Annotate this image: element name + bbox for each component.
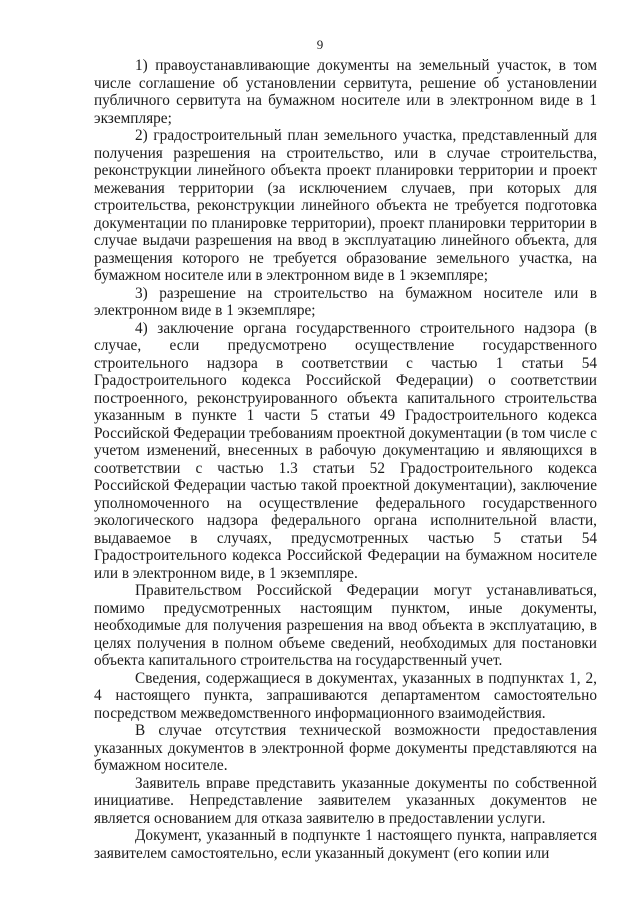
paragraph-interagency-request: Сведения, содержащиеся в документах, указанных в подпунктах 1, 2, 4 настоящего пункта, запрашиваются департаментом самостоятельно посредством межведомственного информационного взаимодействия.	[94, 669, 597, 722]
paragraph-item-2: 2) градостроительный план земельного участка, представленный для получения разрешения на строительство, или в случае строительства, реконструкции линейного объекта проект планировки территории и проект межевания территории (за исключением случаев, при которых для строительства, реконструкции линейного объекта не требуется подготовка документации по планировке территории), проект планировки территории в случае выдачи разрешения на ввод в эксплуатацию линейного объекта, для размещения которого не требуется образование земельного участка, на бумажном носителе или в электронном виде в 1 экземпляре;	[94, 127, 597, 284]
paragraph-self-submission: Документ, указанный в подпункте 1 настоящего пункта, направляется заявителем самостоятельно, если указанный документ (его копии или	[94, 827, 597, 862]
paragraph-applicant-initiative: Заявитель вправе представить указанные документы по собственной инициативе. Непредставление заявителем указанных документов не является основанием для отказа заявителю в предоставлении услуги.	[94, 774, 597, 827]
paragraph-government-documents: Правительством Российской Федерации могут устанавливаться, помимо предусмотренных настоящим пунктом, иные документы, необходимые для получения разрешения на ввод объекта в эксплуатацию, в целях получения в полном объеме сведений, необходимых для постановки объекта капитального строительства на государственный учет.	[94, 582, 597, 669]
document-body	[94, 57, 597, 862]
paragraph-paper-submission: В случае отсутствия технической возможности предоставления указанных документов в электронной форме документы представляются на бумажном носителе.	[94, 722, 597, 774]
paragraph-item-3: 3) разрешение на строительство на бумажном носителе или в электронном виде в 1 экземпляре;	[94, 284, 597, 319]
page-number: 9	[316, 37, 324, 52]
paragraph-item-4: 4) заключение органа государственного строительного надзора (в случае, если предусмотрено осуществление государственного строительного надзора в соответствии с частью 1 статьи 54 Градостроительного кодекса Российской Федерации) о соответствии построенного, реконструированного объекта капитального строительства указанным в пункте 1 части 5 статьи 49 Градостроительного кодекса Российской Федерации требованиям проектной документации (в том числе с учетом изменений, внесенных в рабочую документацию и являющихся в соответствии с частью 1.3 статьи 52 Градостроительного кодекса Российской Федерации частью такой проектной документации), заключение уполномоченного на осуществление федерального государственного экологического надзора федерального органа исполнительной власти, выдаваемое в случаях, предусмотренных частью 5 статьи 54 Градостроительного кодекса Российской Федерации на бумажном носителе или в электронном виде, в 1 экземпляре.	[94, 319, 597, 582]
paragraph-item-1: 1) правоустанавливающие документы на земельный участок, в том числе соглашение об установлении сервитута, решение об установлении публичного сервитута на бумажном носителе или в электронном виде в 1 экземпляре;	[94, 57, 597, 127]
